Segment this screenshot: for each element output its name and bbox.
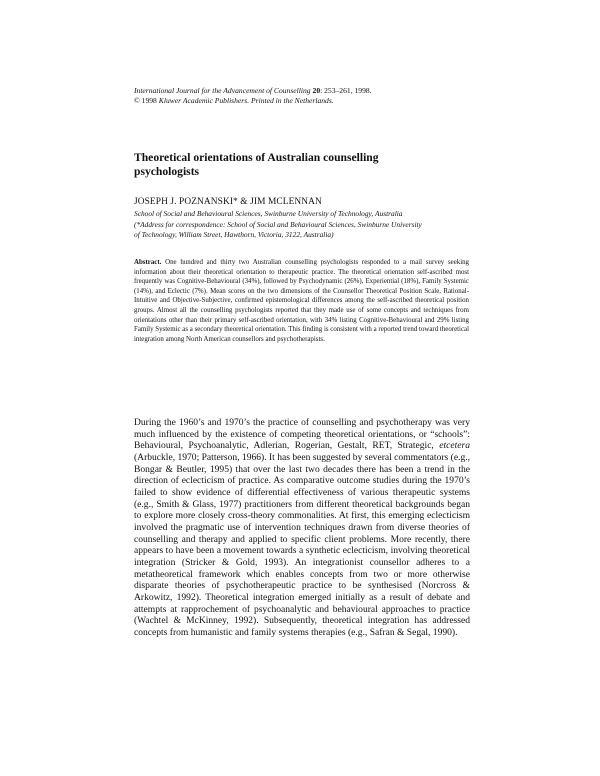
copyright-line — [134, 96, 474, 106]
journal-volume: 20 — [312, 86, 321, 95]
title-line-1: Theoretical orientations of Australian counselling — [134, 151, 379, 164]
journal-name: International Journal for the Advancement of Counselling — [134, 86, 313, 95]
abstract-text: One hundred and thirty two Australian counselling psychologists responded to a mail survey seeking information about their theoretical orientation to therapeutic practice. The theoretical orientation self-ascribed most frequently was Cognitive-Behavioural (34%), followed by Psychodynamic (26%), Experiential (18%), Family Systemic (14%), and Eclectic (7%). Mean scores on the two dimensions of the Counsellor Theoretical Position Scale, Rational-Intuitive and Objective-Subjective, confirmed epistemological differences among the self-ascribed theoretical position groups. Almost all the counselling psychologists reported that they made use of some concepts and techniques from orientations other than their primary self-ascribed orientation, with 34% listing Cognitive-Behavioural and 29% listing Family Systemic as a secondary theoretical orientation. This finding is consistent with a reported trend toward theoretical integration among North American counsellors and psychotherapists. — [134, 259, 469, 343]
affiliation-line-2: (*Address for correspondence: School of Social and Behavioural Sciences, Swinburne University — [134, 219, 422, 229]
abstract — [134, 258, 469, 344]
body-text — [134, 417, 470, 638]
author-affiliation — [134, 209, 474, 241]
author-list: JOSEPH J. POZNANSKI* & JIM MCLENNAN — [134, 197, 322, 207]
journal-header — [134, 86, 474, 106]
title-line-2: psychologists — [134, 165, 200, 178]
article-title — [134, 151, 434, 179]
copyright-year: © 1998 — [134, 96, 159, 105]
journal-citation-line — [134, 86, 474, 96]
affiliation-line-3: of Technology, William Street, Hawthorn, Victoria, 3122, Australia) — [134, 230, 334, 239]
affiliation-line-1: School of Social and Behavioural Sciences, Swinburne University of Technology, Australia — [134, 209, 403, 218]
copyright-publisher: Kluwer Academic Publishers. Printed in the Netherlands. — [158, 96, 334, 105]
body-paragraph — [134, 417, 470, 638]
abstract-label: Abstract. — [134, 259, 162, 266]
journal-pages: : 253–261, 1998. — [320, 86, 372, 95]
body-text-part-1: During the 1960’s and 1970’s the practice of counselling and psychotherapy was very much influenced by the existence of competing theoretical orientations, or “schools”: Behavioural, Psychoanalytic, Adlerian, Rogerian, Gestalt, RET, Strategic, — [134, 417, 470, 452]
body-text-part-2: (Arbuckle, 1970; Patterson, 1966). It has been suggested by several commentators (e.g., Bongar & Beutler, 1995) that over the last two decades there has been a trend in the direction of eclecticism of practice. As comparative outcome studies during the 1970’s failed to show evidence of differential effectiveness of various therapeutic systems (e.g., Smith & Glass, 1977) practitioners from different theoretical backgrounds began to explore more closely cross-theory commonalities. At first, this emerging eclecticism involved the pragmatic use of intervention techniques drawn from diverse theories of counselling and therapy and applied to specific client problems. More recently, there appears to have been a movement towards a synthetic eclecticism, involving theoretical integration (Stricker & Gold, 1993). An integrationist counsellor adheres to a metatheoretical framework which enables concepts from two or more otherwise disparate theories of psychotherapeutic practice to be synthesised (Norcross & Arkowitz, 1992). Theoretical integration emerged initially as a result of debate and attempts at rapprochement of psychoanalytic and behavioural approaches to practice (Wachtel & McKinney, 1992). Subsequently, theoretical integration has addressed concepts from humanistic and family systems therapies (e.g., Safran & Segal, 1990). — [134, 451, 470, 638]
body-italic-etcetera: etcetera — [439, 440, 470, 452]
